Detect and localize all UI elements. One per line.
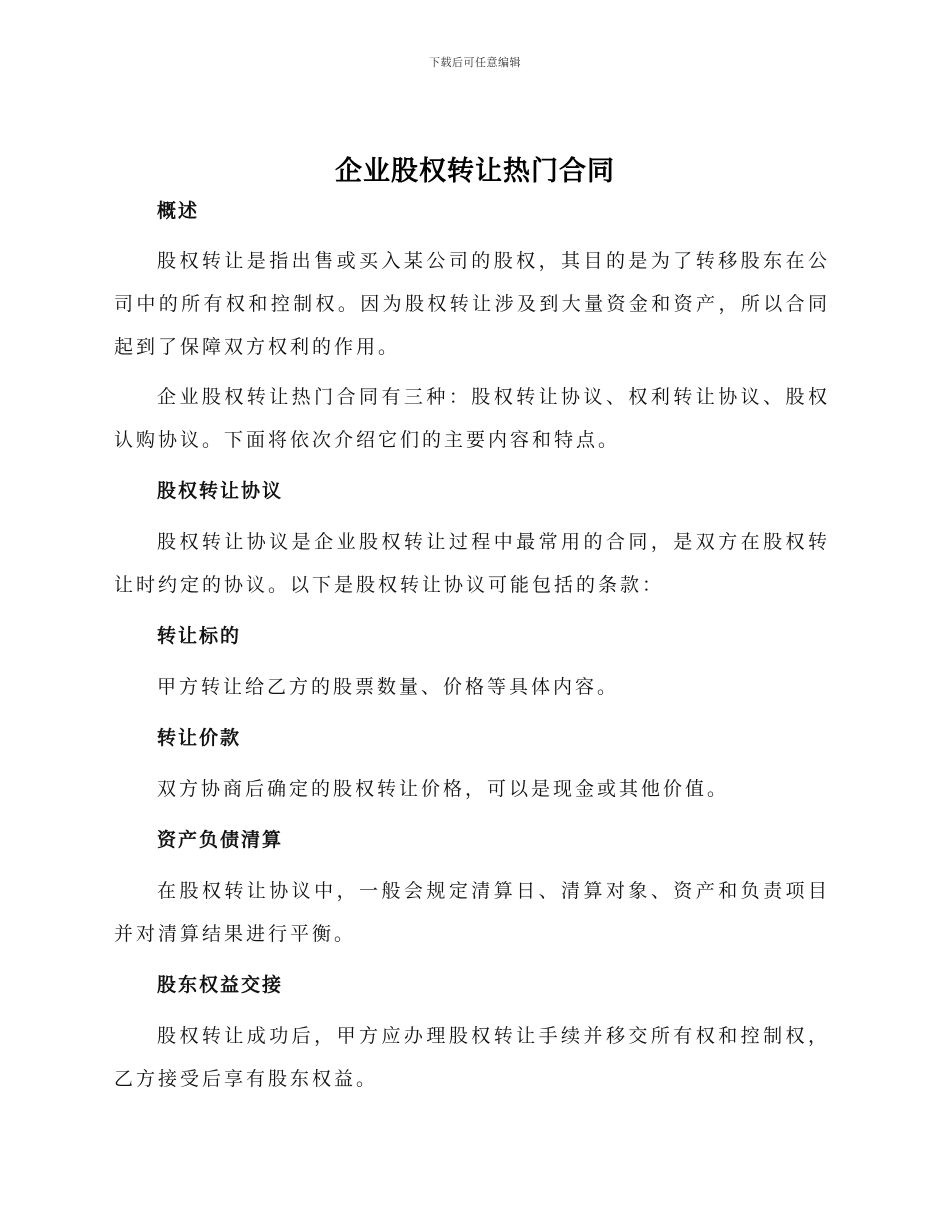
heading-equity-transfer-agreement: 股权转让协议 — [157, 480, 284, 502]
paragraph-overview-1: 股权转让是指出售或买入某公司的股权，其目的是为了转移股东在公司中的所有权和控制权。因为股权转让涉及到大量资金和资产，所以合同起到了保障双方权利的作用。 — [114, 250, 830, 358]
header-note: 下载后可任意编辑 — [429, 56, 521, 69]
heading-transfer-price: 转让价款 — [157, 727, 242, 749]
paragraph-transfer-price: 双方协商后确定的股权转让价格，可以是现金或其他价值。 — [157, 778, 730, 800]
heading-transfer-subject: 转让标的 — [157, 625, 242, 647]
document-title: 企业股权转让热门合同 — [335, 156, 615, 187]
heading-shareholder-rights-handover: 股东权益交接 — [157, 974, 284, 996]
paragraph-liquidation: 在股权转让协议中，一般会规定清算日、清算对象、资产和负责项目并对清算结果进行平衡。 — [114, 880, 830, 945]
heading-asset-liability-liquidation: 资产负债清算 — [157, 829, 284, 851]
document-body — [114, 194, 830, 1101]
heading-overview: 概述 — [157, 200, 200, 222]
paragraph-handover: 股权转让成功后，甲方应办理股权转让手续并移交所有权和控制权，乙方接受后享有股东权益。 — [114, 1025, 830, 1090]
paragraph-overview-2: 企业股权转让热门合同有三种：股权转让协议、权利转让协议、股权认购协议。下面将依次介绍它们的主要内容和特点。 — [114, 386, 830, 451]
paragraph-agreement: 股权转让协议是企业股权转让过程中最常用的合同，是双方在股权转让时约定的协议。以下是股权转让协议可能包括的条款： — [114, 531, 830, 596]
paragraph-transfer-subject: 甲方转让给乙方的股票数量、价格等具体内容。 — [157, 676, 620, 698]
